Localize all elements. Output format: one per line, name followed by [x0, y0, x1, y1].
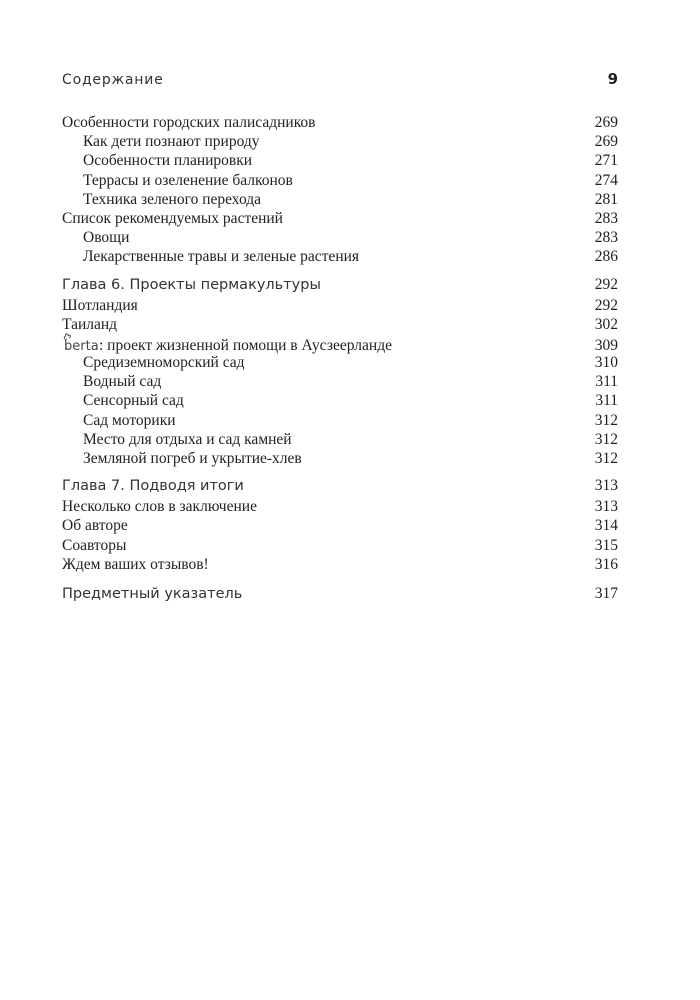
toc-entry-page-number: 286	[594, 248, 618, 266]
toc-entry-page-number: 314	[594, 517, 618, 535]
toc-entry-page-number: 292	[594, 275, 618, 293]
toc-entry-page-number: 310	[594, 354, 618, 372]
toc-entry-title-text: Средиземноморский сад	[83, 354, 245, 372]
toc-entry-page-number: 269	[594, 133, 618, 151]
toc-entry-title	[62, 583, 242, 606]
toc-entry-title	[62, 296, 138, 315]
toc-chapter-entry[interactable]	[62, 582, 618, 605]
toc-entry-title	[62, 536, 126, 555]
toc-entry-title-text: Как дети познают природу	[83, 133, 260, 151]
toc-entry-title	[62, 411, 176, 430]
toc-entry-title-text: : проект жизненной помощи в Аусзеерланде	[99, 336, 392, 354]
toc-entry-page-number: 271	[594, 152, 618, 170]
toc-entry-title-text: Несколько слов в заключение	[62, 498, 257, 516]
toc-entry-title-text: Террасы и озеленение балконов	[83, 171, 293, 189]
toc-entry-title	[62, 315, 117, 334]
toc-entry-page-number: 292	[594, 296, 618, 314]
toc-entry-title-text: Глава 7. Подводя итоги	[62, 478, 244, 495]
toc-entry-page-number: 283	[594, 209, 618, 227]
toc-entry[interactable]	[62, 449, 618, 468]
toc-entry-page-number: 317	[594, 584, 618, 602]
toc-entry-title-text: Овощи	[83, 229, 130, 247]
toc-entry-page-number: 313	[594, 477, 618, 495]
toc-chapter-entry[interactable]	[62, 474, 618, 497]
toc-entry-title-text: Земляной погреб и укрытие-хлев	[83, 450, 302, 467]
running-header-page-number: 9	[607, 70, 618, 88]
toc-entry-page-number: 313	[594, 498, 618, 516]
toc-entry-title-text: Соавторы	[62, 536, 127, 554]
running-header-title: Содержание	[62, 72, 164, 88]
toc-entry[interactable]	[62, 516, 618, 535]
toc-chapter-entry[interactable]	[62, 273, 618, 296]
toc-entry[interactable]	[62, 113, 618, 132]
toc-entry-title	[62, 430, 292, 449]
toc-entry-title	[62, 353, 245, 372]
toc-entry-title-text: Особенности планировки	[83, 152, 253, 170]
toc-entry-page-number: 316	[594, 555, 618, 573]
toc-entry-title	[62, 334, 392, 355]
toc-entry-page-number: 302	[594, 315, 618, 333]
svg-text:berta: berta	[64, 338, 99, 353]
toc-entry[interactable]	[62, 247, 618, 266]
toc-entry[interactable]	[62, 555, 618, 574]
toc-entry[interactable]	[62, 430, 618, 449]
toc-entry[interactable]	[62, 497, 618, 516]
toc-entry-title	[62, 113, 316, 132]
toc-entry[interactable]	[62, 411, 618, 430]
toc-entry-page-number: 309	[594, 336, 618, 354]
toc-entry[interactable]	[62, 132, 618, 151]
toc-entry-page-number: 274	[594, 171, 618, 189]
toc-entry-page-number: 312	[594, 450, 618, 467]
toc-entry-title	[62, 475, 244, 498]
toc-entry-page-number: 283	[594, 229, 618, 247]
toc-entry[interactable]	[62, 296, 618, 315]
toc-entry[interactable]	[62, 536, 618, 555]
toc-entry-page-number: 311	[595, 392, 618, 410]
toc-entry-page-number: 281	[594, 190, 618, 208]
berta-logo-icon	[62, 334, 99, 353]
table-of-contents	[62, 113, 618, 605]
toc-entry-title-text: Лекарственные травы и зеленые растения	[83, 248, 360, 266]
toc-entry-title-text: Особенности городских палисадников	[62, 114, 316, 131]
toc-entry[interactable]	[62, 315, 618, 334]
toc-entry-title-text: Техника зеленого перехода	[83, 190, 262, 208]
toc-entry[interactable]	[62, 391, 618, 410]
toc-entry-title-text: Шотландия	[62, 296, 138, 314]
toc-entry-title	[62, 209, 283, 228]
toc-entry-title	[62, 391, 184, 410]
toc-entry-page-number: 311	[595, 373, 618, 391]
toc-entry[interactable]	[62, 228, 618, 247]
toc-entry-title	[62, 132, 260, 151]
toc-entry-title-text: Предметный указатель	[62, 585, 243, 602]
toc-entry-page-number: 269	[594, 114, 618, 131]
toc-entry-title	[62, 372, 161, 391]
toc-entry-title-text: Водный сад	[83, 373, 162, 391]
toc-entry-title	[62, 497, 257, 516]
running-header	[62, 70, 618, 90]
toc-entry-title	[62, 274, 321, 297]
toc-entry[interactable]	[62, 190, 618, 209]
toc-entry-title-text: Место для отдыха и сад камней	[83, 430, 292, 448]
toc-entry[interactable]	[62, 353, 618, 372]
toc-entry-title	[62, 247, 359, 266]
toc-entry-title	[62, 228, 129, 247]
toc-entry-title	[62, 516, 128, 535]
toc-entry[interactable]	[62, 151, 618, 170]
toc-entry[interactable]	[62, 209, 618, 228]
toc-entry-title	[62, 449, 302, 468]
toc-entry-title-text: Ждем ваших отзывов!	[62, 555, 209, 573]
toc-entry-title	[62, 171, 293, 190]
toc-entry-title	[62, 190, 261, 209]
toc-entry-page-number: 315	[594, 536, 618, 554]
toc-entry-title	[62, 151, 252, 170]
toc-entry[interactable]	[62, 372, 618, 391]
toc-entry-title-text: Сенсорный сад	[83, 392, 184, 410]
toc-entry-title-text: Таиланд	[62, 315, 118, 333]
toc-entry-title-text: Сад моторики	[83, 411, 176, 429]
toc-entry-title-text: Об авторе	[62, 517, 128, 535]
toc-entry-title-text: Список рекомендуемых растений	[62, 209, 283, 227]
toc-entry[interactable]	[62, 334, 618, 353]
toc-entry-page-number: 312	[594, 411, 618, 429]
toc-entry[interactable]	[62, 171, 618, 190]
toc-entry-page-number: 312	[594, 430, 618, 448]
toc-entry-title	[62, 555, 209, 574]
toc-entry-title-text: Глава 6. Проекты пермакультуры	[62, 276, 321, 293]
